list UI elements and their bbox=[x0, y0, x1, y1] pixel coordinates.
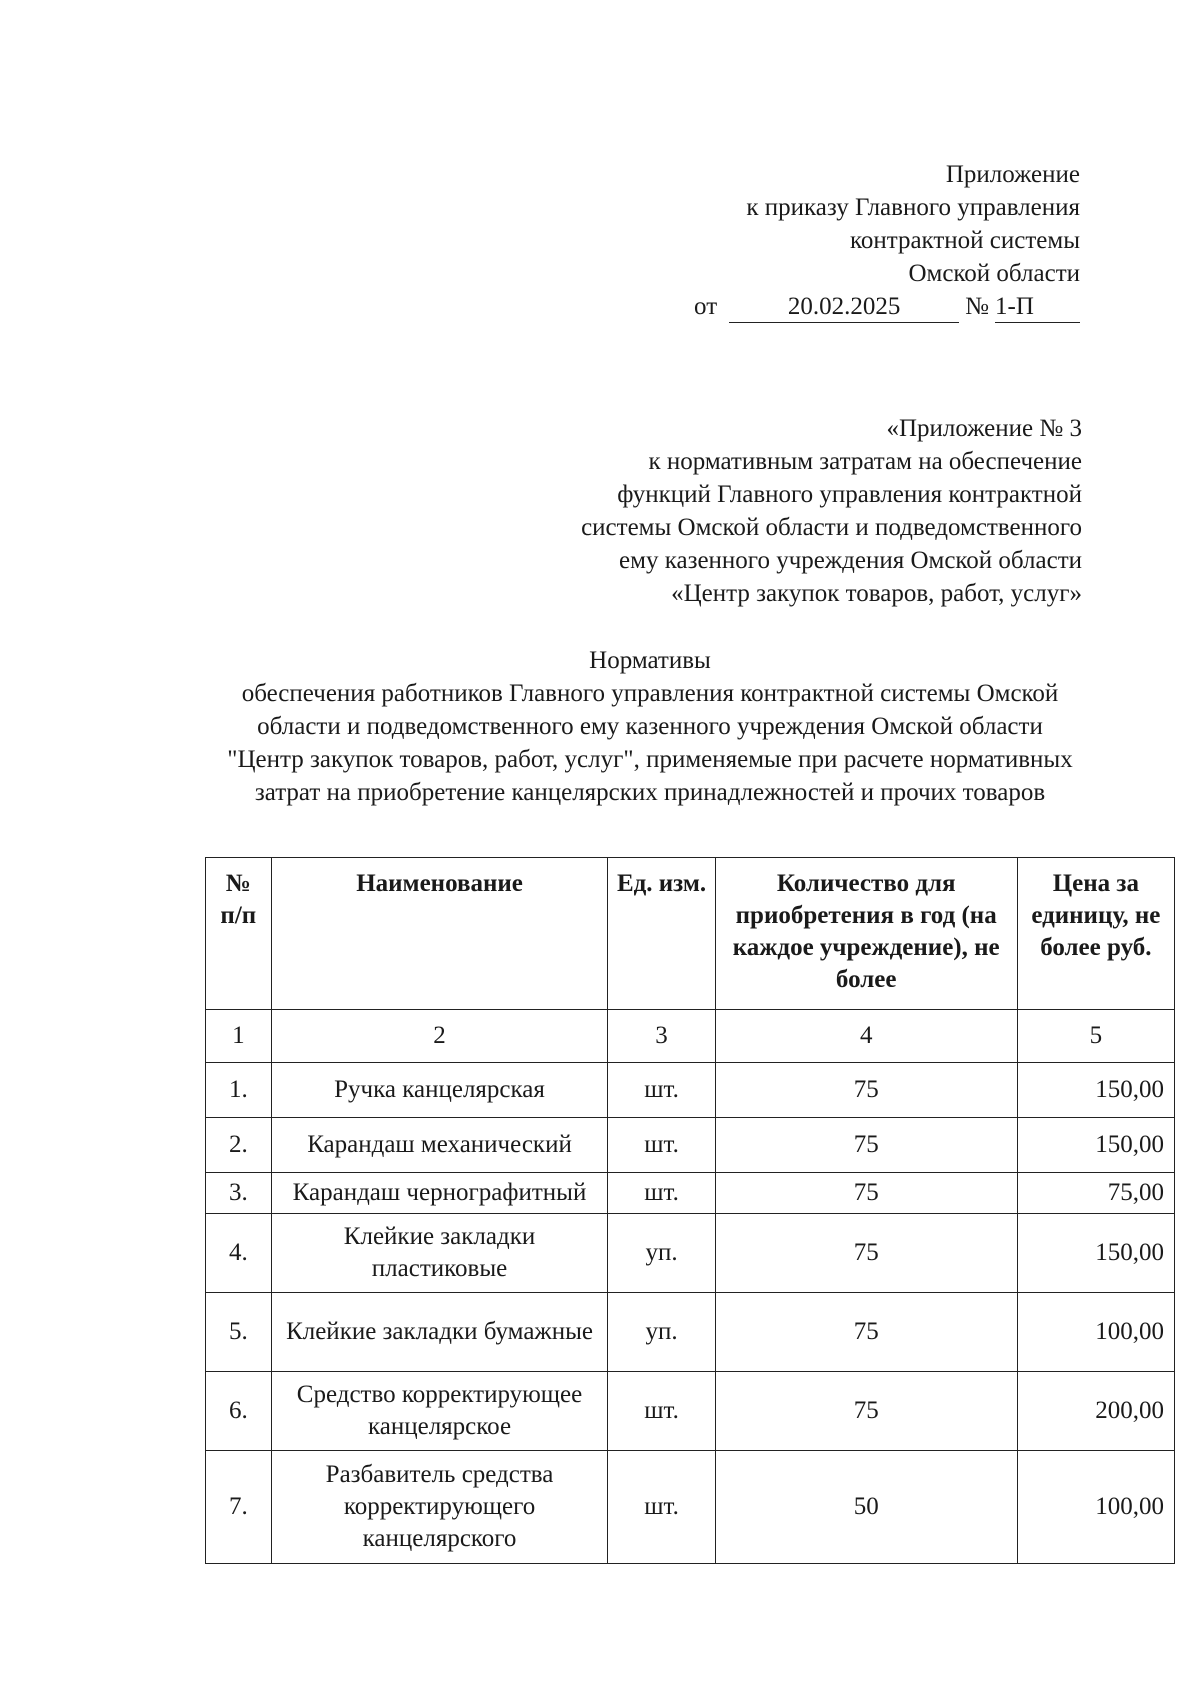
row-unit: шт. bbox=[608, 1451, 715, 1564]
table-row bbox=[206, 1293, 1175, 1372]
norms-table bbox=[205, 857, 1175, 1564]
row-name: Ручка канцелярская bbox=[271, 1063, 608, 1118]
row-qty: 50 bbox=[715, 1451, 1017, 1564]
heading-line-3: "Центр закупок товаров, работ, услуг", применяемые при расчете нормативных bbox=[227, 746, 1073, 773]
table-row bbox=[206, 1451, 1175, 1564]
row-unit: шт. bbox=[608, 1372, 715, 1451]
appendix-line-4: ему казенного учреждения Омской области bbox=[619, 547, 1082, 574]
row-unit: шт. bbox=[608, 1173, 715, 1214]
row-num: 6. bbox=[206, 1372, 272, 1451]
row-unit: шт. bbox=[608, 1118, 715, 1173]
header-price: Цена за единицу, не более руб. bbox=[1017, 858, 1174, 1010]
index-cell: 1 bbox=[206, 1010, 272, 1063]
row-num: 7. bbox=[206, 1451, 272, 1564]
heading-line-2: области и подведомственного ему казенного учреждения Омской области bbox=[257, 713, 1043, 740]
heading-line-4: затрат на приобретение канцелярских принадлежностей и прочих товаров bbox=[254, 779, 1046, 806]
approval-title: Приложение bbox=[945, 161, 1080, 188]
row-name: Карандаш механический bbox=[271, 1118, 608, 1173]
row-unit: уп. bbox=[608, 1214, 715, 1293]
index-cell: 5 bbox=[1017, 1010, 1174, 1063]
row-qty: 75 bbox=[715, 1293, 1017, 1372]
row-name: Клейкие закладки пластиковые bbox=[271, 1214, 608, 1293]
row-price: 100,00 bbox=[1017, 1293, 1174, 1372]
row-price: 75,00 bbox=[1017, 1173, 1174, 1214]
row-qty: 75 bbox=[715, 1372, 1017, 1451]
row-name: Карандаш чернографитный bbox=[271, 1173, 608, 1214]
row-name: Клейкие закладки бумажные bbox=[271, 1293, 608, 1372]
row-unit: шт. bbox=[608, 1063, 715, 1118]
row-qty: 75 bbox=[715, 1214, 1017, 1293]
header-name: Наименование bbox=[271, 858, 608, 1010]
index-cell: 4 bbox=[715, 1010, 1017, 1063]
row-num: 1. bbox=[206, 1063, 272, 1118]
header-qty: Количество для приобретения в год (на каждое учреждение), не более bbox=[715, 858, 1017, 1010]
row-price: 100,00 bbox=[1017, 1451, 1174, 1564]
table-row bbox=[206, 1118, 1175, 1173]
table-row bbox=[206, 1063, 1175, 1118]
appendix-line-2: функций Главного управления контрактной bbox=[617, 481, 1082, 508]
index-cell: 2 bbox=[271, 1010, 608, 1063]
row-qty: 75 bbox=[715, 1063, 1017, 1118]
header-unit: Ед. изм. bbox=[608, 858, 715, 1010]
table-header-row bbox=[206, 858, 1175, 1010]
appendix-title: «Приложение № 3 bbox=[886, 415, 1082, 442]
row-num: 5. bbox=[206, 1293, 272, 1372]
row-price: 200,00 bbox=[1017, 1372, 1174, 1451]
appendix-line-3: системы Омской области и подведомственного bbox=[581, 514, 1082, 541]
approval-line-3: Омской области bbox=[908, 260, 1080, 287]
table-row bbox=[206, 1214, 1175, 1293]
order-number: 1-П bbox=[995, 292, 1080, 323]
row-name: Разбавитель средства корректирующего канцелярского bbox=[271, 1451, 608, 1564]
order-line bbox=[694, 290, 1080, 323]
table-row bbox=[206, 1372, 1175, 1451]
appendix-line-1: к нормативным затратам на обеспечение bbox=[648, 448, 1082, 475]
heading-title: Нормативы bbox=[589, 647, 711, 674]
row-num: 2. bbox=[206, 1118, 272, 1173]
index-row bbox=[206, 1010, 1175, 1063]
number-prefix: № bbox=[965, 293, 989, 320]
heading-line-1: обеспечения работников Главного управления контрактной системы Омской bbox=[241, 680, 1059, 707]
row-price: 150,00 bbox=[1017, 1214, 1174, 1293]
appendix-block bbox=[581, 412, 1082, 610]
row-num: 3. bbox=[206, 1173, 272, 1214]
table-row bbox=[206, 1173, 1175, 1214]
document-heading bbox=[150, 644, 1150, 809]
appendix-line-5: «Центр закупок товаров, работ, услуг» bbox=[671, 580, 1082, 607]
index-cell: 3 bbox=[608, 1010, 715, 1063]
approval-line-1: к приказу Главного управления bbox=[746, 194, 1080, 221]
approval-block bbox=[694, 158, 1080, 323]
approval-line-2: контрактной системы bbox=[849, 227, 1080, 254]
date-prefix: от bbox=[694, 293, 718, 320]
order-date: 20.02.2025 bbox=[729, 292, 959, 323]
row-name: Средство корректирующее канцелярское bbox=[271, 1372, 608, 1451]
row-num: 4. bbox=[206, 1214, 272, 1293]
row-unit: уп. bbox=[608, 1293, 715, 1372]
row-price: 150,00 bbox=[1017, 1063, 1174, 1118]
row-price: 150,00 bbox=[1017, 1118, 1174, 1173]
row-qty: 75 bbox=[715, 1173, 1017, 1214]
row-qty: 75 bbox=[715, 1118, 1017, 1173]
header-num: № п/п bbox=[206, 858, 272, 1010]
